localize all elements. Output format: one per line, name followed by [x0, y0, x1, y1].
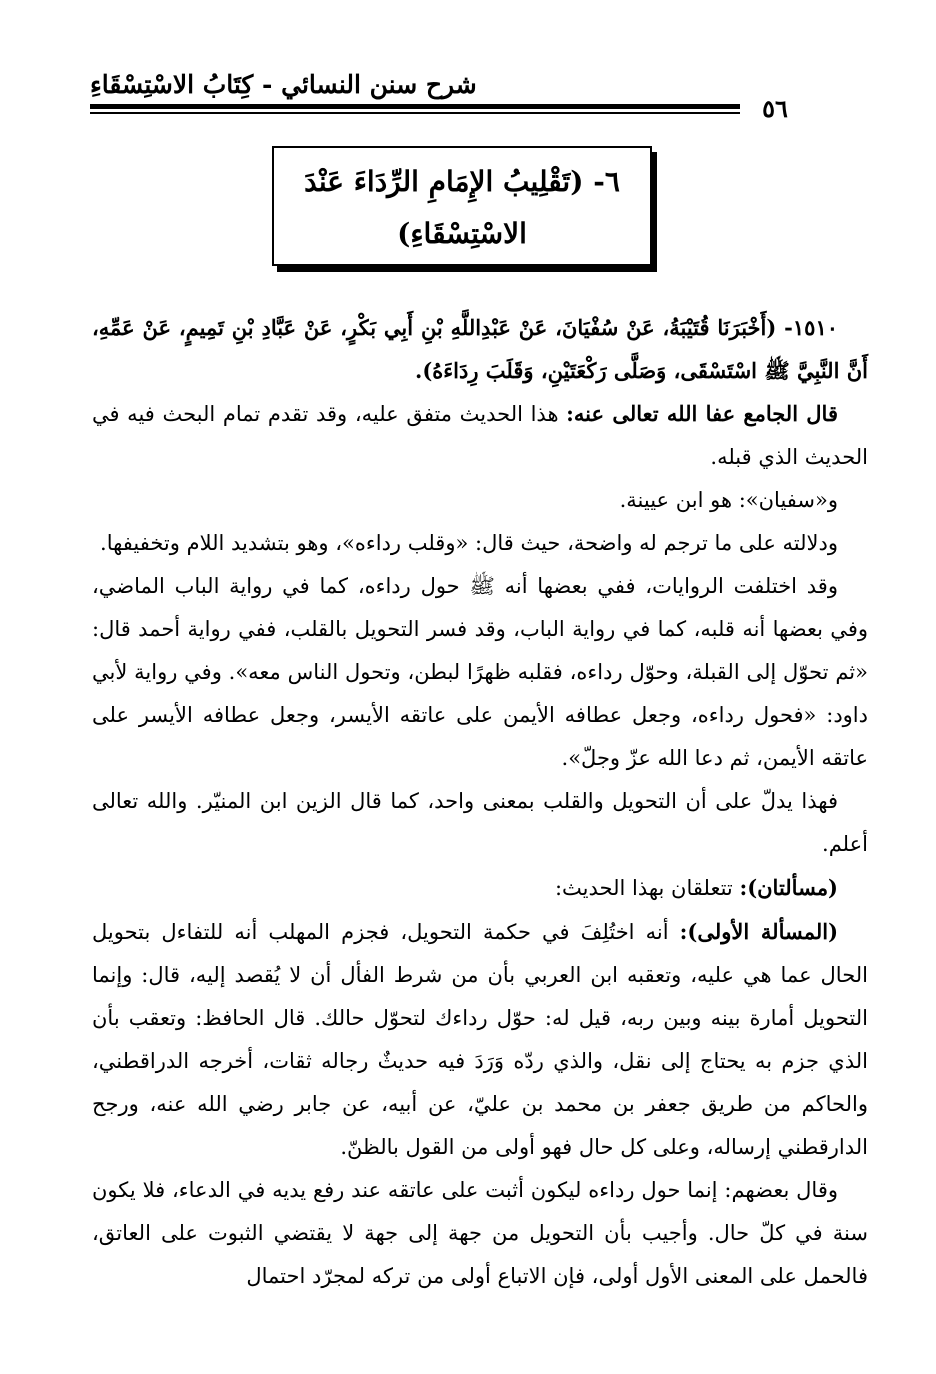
page-number: ٥٦: [740, 92, 810, 126]
commentary-paragraph-6: [92, 866, 868, 910]
commentary-text: هذا الحديث متفق عليه، وقد تقدم تمام البحث فيه في الحديث الذي قبله.: [92, 402, 868, 469]
commentary-paragraph-5: فهذا يدلّ على أن التحويل والقلب بمعنى واحد، كما قال الزين ابن المنيّر. والله تعالى أعلم.: [92, 789, 868, 856]
chapter-title-line2: الاسْتِسْقَاءِ): [397, 217, 527, 250]
commentary-paragraph-3: ودلالته على ما ترجم له واضحة، حيث قال: «وقلب رداءه»، وهو بتشديد اللام وتخفيفها.: [100, 531, 838, 555]
first-issue-text: أنه اختُلِفَ في حكمة التحويل، فجزم المهلب أنه للتفاءل بتحويل الحال عما هي عليه، وتعقبه ابن العربي بأن من شرط الفأل أن لا يُقصد إليه، قال: وإنما التحويل أمارة بينه وبين ربه، قيل له: حوّل رداءك لتحوّل حالك. قال الحافظ: وتعقب بأن الذي جزم به يحتاج إلى نقل، والذي ردّه وَرَدَ فيه حديثٌ رجاله ثقات، أخرجه الدراقطني، والحاكم من طريق جعفر بن محمد بن عليّ، عن أبيه، عن جابر رضي الله عنه، ورجح الدارقطني إرساله، وعلى كل حال فهو أولى من القول بالظنّ.: [92, 920, 868, 1159]
issues-heading: (مسألتان):: [739, 875, 838, 900]
commentary-paragraph-8: وقال بعضهم: إنما حول رداءه ليكون أثبت على عاتقه عند رفع يديه في الدعاء، فلا يكون سنة في كلّ حال. وأجيب بأن التحويل من جهة إلى جهة لا يقتضي الثبوت على العاتق، فالحمل على المعنى الأول أولى، فإن الاتباع أولى من تركه لمجرّد احتمال: [92, 1178, 868, 1288]
commentary-paragraph-4: وقد اختلفت الروايات، ففي بعضها أنه ﷺ حول رداءه، كما في رواية الباب الماضي، وفي بعضها أنه قلبه، كما في رواية الباب، وقد فسر التحويل بالقلب، ففي رواية أحمد قال: «ثم تحوّل إلى القبلة، وحوّل رداءه، فقلبه ظهرًا لبطن، وتحول الناس معه». وفي رواية لأبي داود: «فحول رداءه، وجعل عطافه الأيمن على عاتقه الأيسر، وجعل عطافه الأيسر على عاتقه الأيمن، ثم دعا الله عزّ وجلّ».: [92, 574, 868, 770]
hadith-text: (أَخْبَرَنَا قُتَيْبَةُ، عَنْ سُفْيَانَ، عَنْ عَبْدِاللَّهِ بْنِ أَبِي بَكْرٍ، عَنْ عَبَّادِ بْنِ تَمِيمٍ، عَنْ عَمِّهِ، أَنَّ النَّبِيَّ ﷺ اسْتَسْقَى، وَصَلَّى رَكْعَتَيْنِ، وَقَلَبَ رِدَاءَهُ).: [92, 315, 868, 383]
commentary-paragraph-7: [92, 910, 868, 1169]
first-issue-heading: (المسألة الأولى):: [679, 919, 839, 944]
hadith-paragraph: [92, 306, 868, 392]
header-rule-thick: [90, 104, 810, 109]
commentary-paragraph-2: و«سفيان»: هو ابن عيينة.: [619, 488, 838, 512]
chapter-title-line1: ٦- (تَقْلِيبُ الإِمَامِ الرِّدَاءَ عَنْدَ: [304, 165, 620, 198]
page-body: [92, 306, 868, 1298]
issues-text: تتعلقان بهذا الحديث:: [554, 876, 740, 900]
chapter-title-box: [272, 146, 652, 266]
running-title: شرح سنن النسائي - كِتَابُ الاسْتِسْقَاءِ: [90, 70, 477, 99]
header-rule-thin: [90, 112, 810, 114]
hadith-number: ١٥١٠-: [784, 315, 839, 340]
commentary-paragraph-1: [92, 392, 868, 479]
commentary-lead: قال الجامع عفا الله تعالى عنه:: [566, 401, 838, 426]
